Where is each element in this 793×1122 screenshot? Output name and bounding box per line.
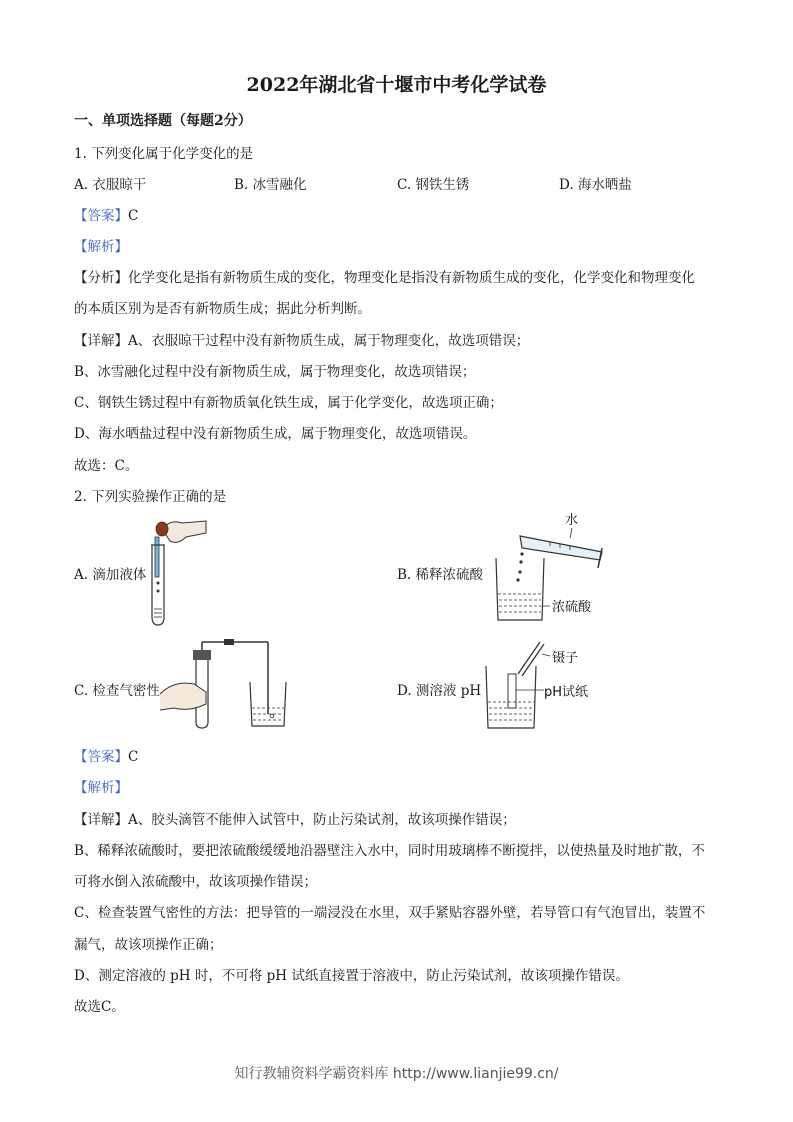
q2-analysis-line: B、稀释浓硫酸时，要把浓硫酸缓缓地沿器壁注入水中，同时用玻璃棒不断搅拌，以使热量及时地扩散，不	[74, 843, 705, 859]
q2-analysis-line: 可将水倒入浓硫酸中，故该项操作错误；	[74, 874, 317, 890]
footer-watermark: 知行教辅资料学霸资料库 http://www.lianjie99.cn/	[234, 1066, 559, 1082]
q1-option-b: B. 冰雪融化	[234, 177, 307, 193]
q1-option-d: D. 海水晒盐	[559, 177, 632, 193]
q2-option-d: D. 测溶液 pH	[397, 683, 482, 699]
q1-analysis-line: 的本质区别为是否有新物质生成；据此分析判断。	[74, 301, 371, 317]
q2-answer	[74, 745, 138, 765]
q1-answer-value: C	[128, 208, 139, 224]
q2-answer-tag: 【答案】	[74, 749, 128, 765]
section-heading: 一、单项选择题（每题2分）	[74, 113, 252, 129]
q2-conclusion: 故选C。	[74, 999, 125, 1015]
q2-option-c: C. 检查气密性	[74, 683, 160, 699]
q2-option-a: A. 滴加液体	[74, 567, 147, 583]
q1-analysis-line: 【详解】A、衣服晾干过程中没有新物质生成，属于物理变化，故选项错误；	[74, 333, 530, 349]
q1-answer	[74, 204, 138, 224]
q1-stem: 1. 下列变化属于化学变化的是	[74, 146, 254, 162]
dilution-figure	[490, 508, 615, 628]
q1-conclusion: 故选：C。	[74, 458, 139, 474]
q2-stem: 2. 下列实验操作正确的是	[74, 489, 227, 505]
page-title: 2022年湖北省十堰市中考化学试卷	[246, 74, 547, 96]
q2-answer-value: C	[128, 749, 139, 765]
airtightness-figure	[160, 638, 290, 732]
q1-option-a: A. 衣服晾干	[74, 177, 147, 193]
q1-option-c: C. 钢铁生锈	[397, 177, 470, 193]
q2-analysis-line: 漏气，故该项操作正确；	[74, 937, 223, 953]
ph-test-figure	[484, 640, 599, 732]
acid-label: 浓硫酸	[552, 600, 592, 615]
q2-analysis-line: D、测定溶液的 pH 时，不可将 pH 试纸直接置于溶液中，防止污染试剂，故该项操作错误。	[74, 968, 629, 984]
ph-paper-label: pH试纸	[544, 685, 589, 700]
q2-analysis-line: 【详解】A、胶头滴管不能伸入试管中，防止污染试剂，故该项操作错误；	[74, 812, 516, 828]
q1-analysis-line: 【分析】化学变化是指有新物质生成的变化，物理变化是指没有新物质生成的变化，化学变化和物理变化	[74, 270, 695, 286]
q1-answer-tag: 【答案】	[74, 208, 128, 224]
q1-analysis-tag: 【解析】	[74, 239, 128, 255]
q1-analysis-line: C、钢铁生锈过程中有新物质氧化铁生成，属于化学变化，故选项正确；	[74, 395, 503, 411]
dropper-figure	[148, 515, 210, 627]
q2-option-b: B. 稀释浓硫酸	[397, 567, 484, 583]
q1-analysis-line: B、冰雪融化过程中没有新物质生成，属于物理变化，故选项错误；	[74, 364, 476, 380]
q1-analysis-line: D、海水晒盐过程中没有新物质生成，属于物理变化，故选项错误。	[74, 426, 477, 442]
tweezers-label: 镊子	[552, 651, 579, 666]
water-label: 水	[565, 513, 579, 528]
q2-analysis-line: C、检查装置气密性的方法：把导管的一端浸没在水里，双手紧贴容器外壁，若导管口有气泡冒出，装置不	[74, 905, 706, 921]
q2-analysis-tag: 【解析】	[74, 780, 128, 796]
